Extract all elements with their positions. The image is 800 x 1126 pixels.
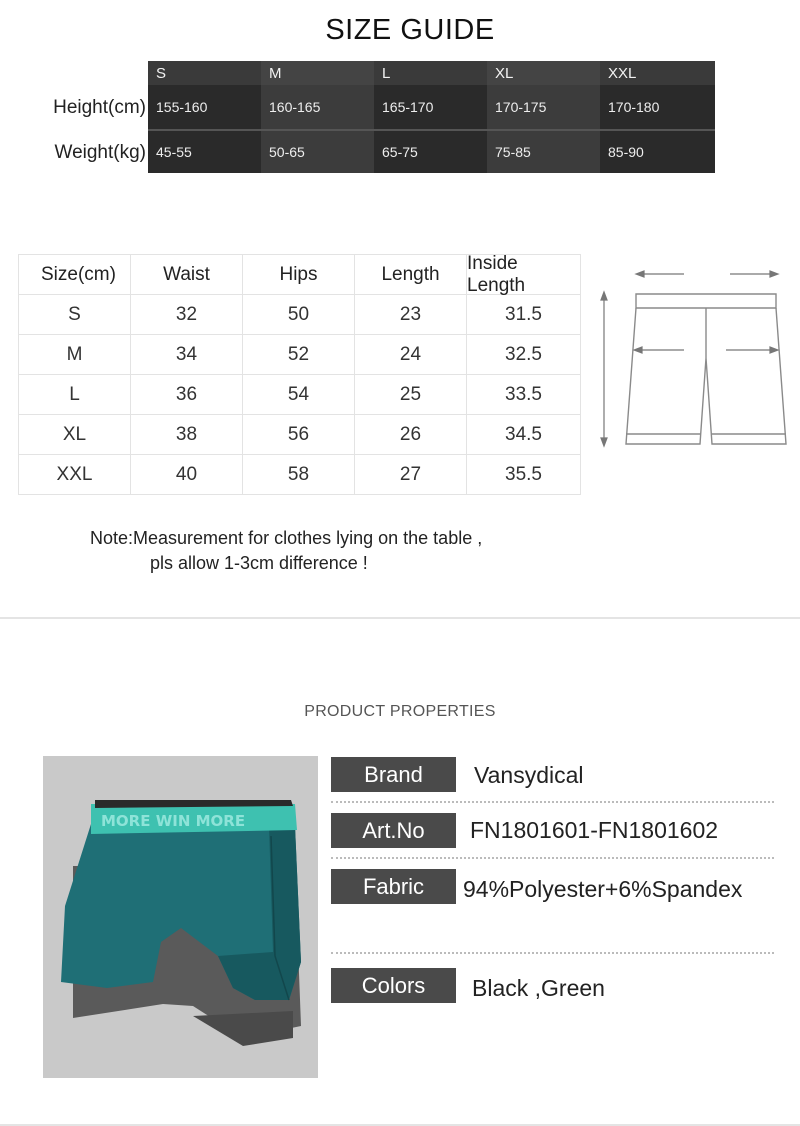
measurement-table <box>18 254 581 495</box>
art-no-value: FN1801601-FN1801602 <box>470 817 719 843</box>
table-cell: 32.5 <box>467 335 581 375</box>
table-header: Waist <box>131 255 243 295</box>
table-cell: 36 <box>131 375 243 415</box>
height-cell: 165-170 <box>374 85 487 129</box>
table-cell: 34 <box>131 335 243 375</box>
waist-arrow-icon <box>636 271 778 277</box>
size-header: XXL <box>600 61 715 85</box>
table-cell: 24 <box>355 335 467 375</box>
table-cell: 31.5 <box>467 295 581 335</box>
colors-label: Colors <box>331 968 456 1003</box>
product-photo <box>43 756 318 1078</box>
weight-cell: 45-55 <box>148 129 261 173</box>
table-cell: 32 <box>131 295 243 335</box>
table-cell: 34.5 <box>467 415 581 455</box>
table-cell: 33.5 <box>467 375 581 415</box>
weight-cell: 50-65 <box>261 129 374 173</box>
height-cell: 170-180 <box>600 85 715 129</box>
brand-value: Vansydical <box>474 762 584 788</box>
measurement-note: Note:Measurement for clothes lying on the table , <box>90 528 483 548</box>
table-cell: 52 <box>243 335 355 375</box>
table-cell: 35.5 <box>467 455 581 495</box>
table-cell: S <box>19 295 131 335</box>
table-cell: 27 <box>355 455 467 495</box>
length-arrow-icon <box>601 292 607 446</box>
size-header: XL <box>487 61 600 85</box>
height-cell: 170-175 <box>487 85 600 129</box>
table-cell: 54 <box>243 375 355 415</box>
table-cell: 25 <box>355 375 467 415</box>
dotted-divider <box>331 952 774 954</box>
table-cell: L <box>19 375 131 415</box>
size-header: M <box>261 61 374 85</box>
table-cell: 56 <box>243 415 355 455</box>
table-cell: 58 <box>243 455 355 495</box>
table-cell: 40 <box>131 455 243 495</box>
table-cell: 38 <box>131 415 243 455</box>
height-row-label: Height(cm) <box>53 97 146 118</box>
section-divider <box>0 617 800 619</box>
waistband-text: MORE WIN MORE <box>101 812 246 830</box>
measurement-note-2: pls allow 1-3cm difference ! <box>150 553 368 573</box>
height-cell: 155-160 <box>148 85 261 129</box>
table-cell: 26 <box>355 415 467 455</box>
table-header: Length <box>355 255 467 295</box>
dotted-divider <box>331 857 774 859</box>
brand-label: Brand <box>331 757 456 792</box>
weight-cell: 65-75 <box>374 129 487 173</box>
size-header: S <box>148 61 261 85</box>
table-cell: XL <box>19 415 131 455</box>
product-properties-title: PRODUCT PROPERTIES <box>304 703 496 720</box>
weight-cell: 85-90 <box>600 129 715 173</box>
fabric-value: 94%Polyester+6%Spandex <box>463 876 743 902</box>
table-cell: 23 <box>355 295 467 335</box>
weight-row-label: Weight(kg) <box>54 142 146 163</box>
table-cell: XXL <box>19 455 131 495</box>
fabric-label: Fabric <box>331 869 456 904</box>
table-cell: 50 <box>243 295 355 335</box>
weight-cell: 75-85 <box>487 129 600 173</box>
art-no-label: Art.No <box>331 813 456 848</box>
shorts-image <box>43 756 318 1078</box>
table-cell: M <box>19 335 131 375</box>
height-cell: 160-165 <box>261 85 374 129</box>
size-guide-table <box>148 61 715 173</box>
shorts-outline-icon <box>626 294 786 444</box>
dotted-divider <box>331 801 774 803</box>
size-header: L <box>374 61 487 85</box>
colors-value: Black ,Green <box>472 975 605 1001</box>
shorts-measurement-diagram <box>596 262 792 456</box>
table-header: Inside Length <box>467 255 581 295</box>
size-guide-title: SIZE GUIDE <box>325 14 495 46</box>
table-header: Size(cm) <box>19 255 131 295</box>
table-header: Hips <box>243 255 355 295</box>
